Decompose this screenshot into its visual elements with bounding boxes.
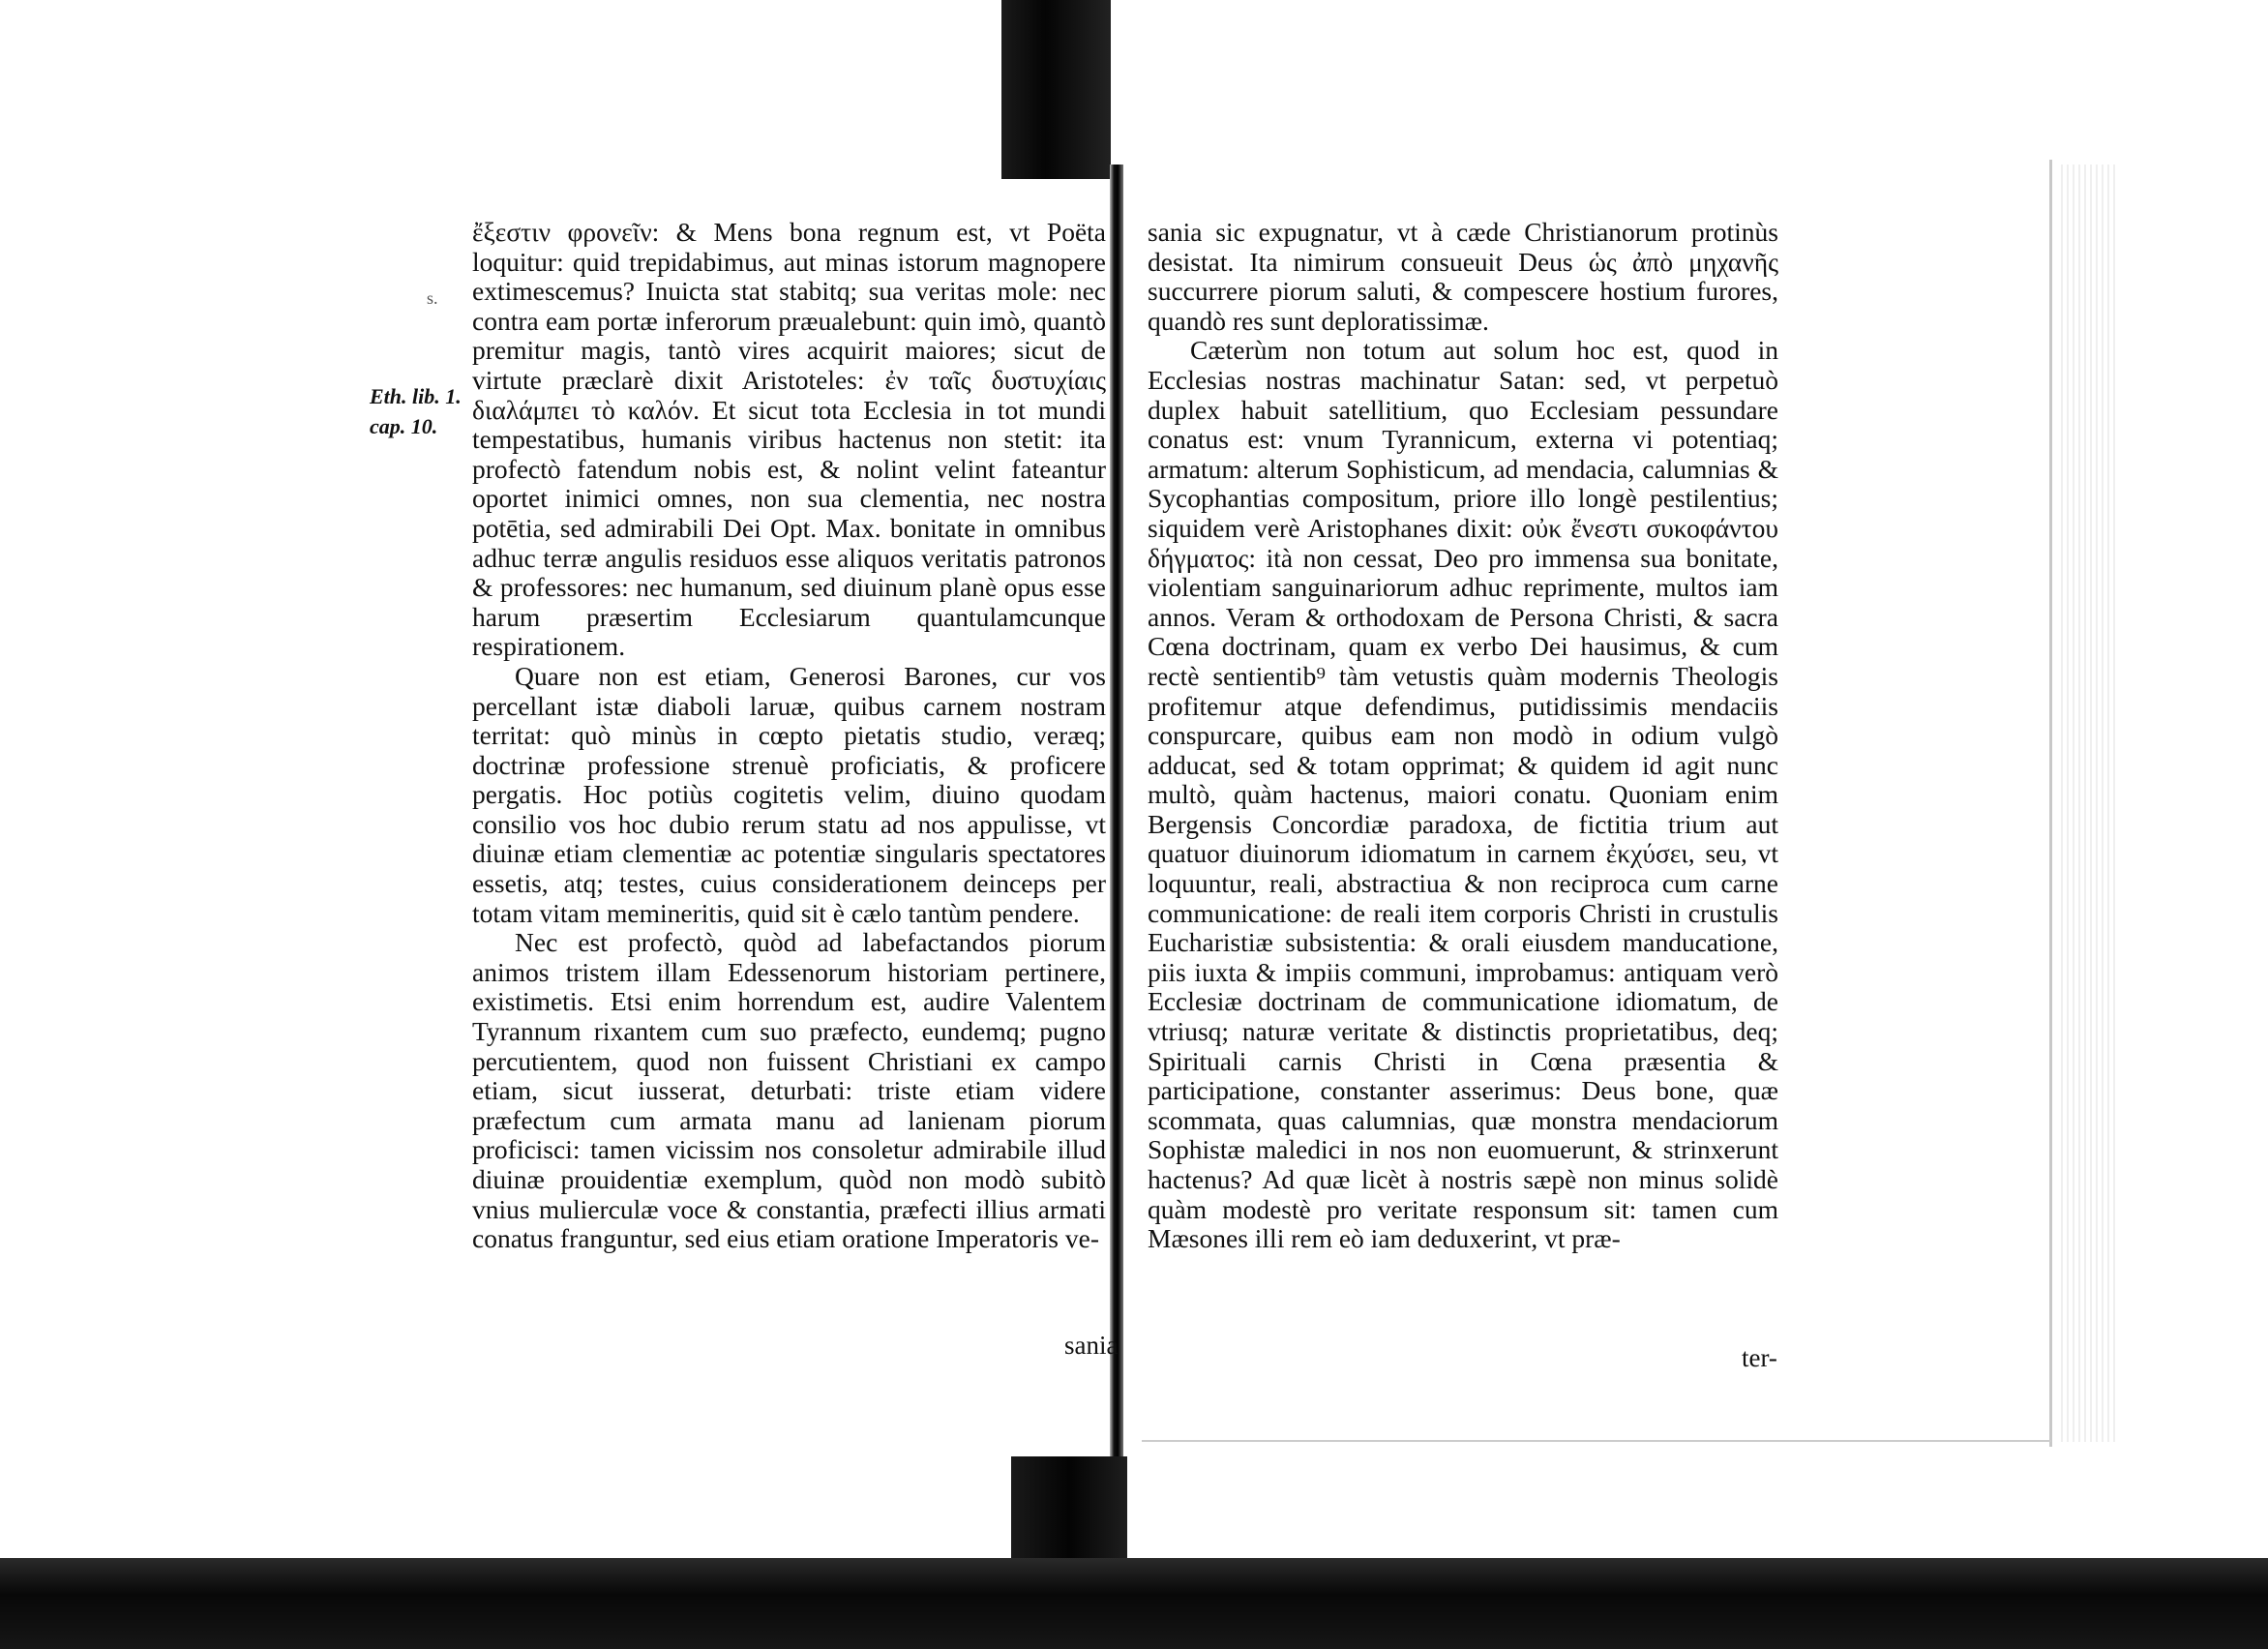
margin-note-line: cap. 10. xyxy=(370,413,438,438)
margin-note-line: Eth. lib. 1. xyxy=(370,384,462,408)
paragraph: ἔξεστιν φρονεῖν: & Mens bona regnum est, vt Poëta loquitur: quid trepidabimus, aut minas istorum magnopere extimescemus? Inuicta stat stabitq; sua veritas mole: nec contra eam portæ inferorum præualebunt: quin imò, quantò premitur magis, tantò vires acquirit maiores; sicut de virtute præclarè dixit Aristoteles: ἐν ταῖς δυστυχίαις διαλάμπει τὸ καλόν. Et sicut tota Ecclesia in tot mundi tempestatibus, humanis viribus hactenus non stetit: ita profectò fatendum nobis est, & nolint velint fateantur oportet inimici omnes, non sua clementia, nec nostra potētia, sed admirabili Dei Opt. Max. bonitate in omnibus adhuc terræ angulis residuos esse aliquos veritatis patronos & professores: nec humanum, sed diuinum planè opus esse harum præsertim Ecclesiarum quantulamcunque respirationem. xyxy=(472,217,1106,662)
catchword-right: ter- xyxy=(1742,1343,1777,1372)
right-page-text xyxy=(1148,218,1778,1254)
paragraph: sania sic expugnatur, vt à cæde Christianorum protinùs desistat. Ita nimirum consueuit Deus ὡς ἀπὸ μηχανῆς succurrere piorum saluti, & compescere hostium furores, quandò res sunt deploratissimæ. xyxy=(1148,217,1778,336)
catchword-left: sania xyxy=(1064,1331,1119,1360)
margin-mark: s. xyxy=(427,288,438,308)
page-edge-bottom xyxy=(1142,1440,2051,1442)
margin-note xyxy=(370,382,462,441)
book-gutter xyxy=(1110,165,1123,1471)
paragraph: Quare non est etiam, Generosi Barones, cur vos percellant istæ diaboli laruæ, quibus carnem nostram territat: quò minùs in cœpto pietatis studio, veræq; doctrinæ professione strenuè proficiatis, & proficere pergatis. Hoc potiùs cogitetis velim, diuino quodam consilio vos hoc dubio rerum statu ad nos appulisse, vt diuinæ etiam clementiæ ac potentiæ singularis spectatores essetis, atq; testes, cuius considerationem deinceps per totam vitam memineritis, quid sit è cælo tantùm pendere. xyxy=(472,660,1106,928)
book-spine-top xyxy=(1001,0,1111,179)
page-stack-edge xyxy=(2061,165,2119,1442)
paragraph: Nec est profectò, quòd ad labefactandos piorum animos tristem illam Edessenorum historiam pertinere, existimetis. Etsi enim horrendum est, audire Valentem Tyrannum rixantem cum suo præfecto, eundemq; pugno percutientem, quod non fuissent Christiani ex campo etiam, sicut iusserat, deturbati: triste etiam videre præfectum cum armata manu ad lanienam piorum proficisci: tamen vicissim nos consoletur admirabile illud diuinæ prouidentiæ exemplum, quòd non modò subitò vnius mulierculæ voce & constantia, præfecti illius armati conatus franguntur, sed eius etiam oratione Imperatoris ve- xyxy=(472,927,1106,1254)
paragraph: Cæterùm non totum aut solum hoc est, quod in Ecclesias nostras machinatur Satan: sed, vt perpetuò duplex habuit satellitium, quo Ecclesiam pessundare conatus est: vnum Tyrannicum, externa vi potentiaq; armatum: alterum Sophisticum, ad mendacia, calumnias & Sycophantias compositum, priore illo longè pestilentius; siquidem verè Aristophanes dixit: οὐκ ἔνεστι συκοφάντου δήγματος: ità non cessat, Deo pro immensa sua bonitate, violentiam sanguinariorum adhuc reprimente, multos iam annos. Veram & orthodoxam de Persona Christi, & sacra Cœna doctrinam, quam ex verbo Dei hausimus, & cum rectè sentientib⁹ tàm vetustis quàm modernis Theologis profitemur atque defendimus, putidissimis mendaciis conspurcare, quibus eam non modò in odium vulgò adducat, sed & totam opprimat; & quidem id agit nunc multò, quàm hactenus, maiori conatu. Quoniam enim Bergensis Concordiæ paradoxa, de fictitia trium aut quatuor diuinorum idiomatum in carnem ἐκχύσει, seu, vt loquuntur, reali, abstractiua & non reciproca cum carne communicatione: de reali item corporis Christi in crustulis Eucharistiæ subsistentia: & orali eiusdem manducatione, piis iuxta & impiis communi, improbamus: antiquam verò Ecclesiæ doctrinam de communicatione idiomatum, de vtriusq; naturæ veritate & distinctis proprietatibus, deq; Spirituali carnis Christi in Cœna præsentia & participatione, constanter asserimus: Deus bone, quæ scommata, quas calumnias, quæ monstra mendaciorum Sophistæ maledici in nos non euomuerunt, & strinxerunt hactenus? Ad quæ licèt à nostris sæpè non minus solidè quàm modestè pro veritate responsum sit: tamen cum Mæsones illi rem eò iam deduxerint, vt præ- xyxy=(1148,335,1778,1254)
scan-bottom-border xyxy=(0,1558,2268,1649)
page-edge-right xyxy=(2049,160,2052,1447)
left-page-text xyxy=(472,218,1106,1254)
